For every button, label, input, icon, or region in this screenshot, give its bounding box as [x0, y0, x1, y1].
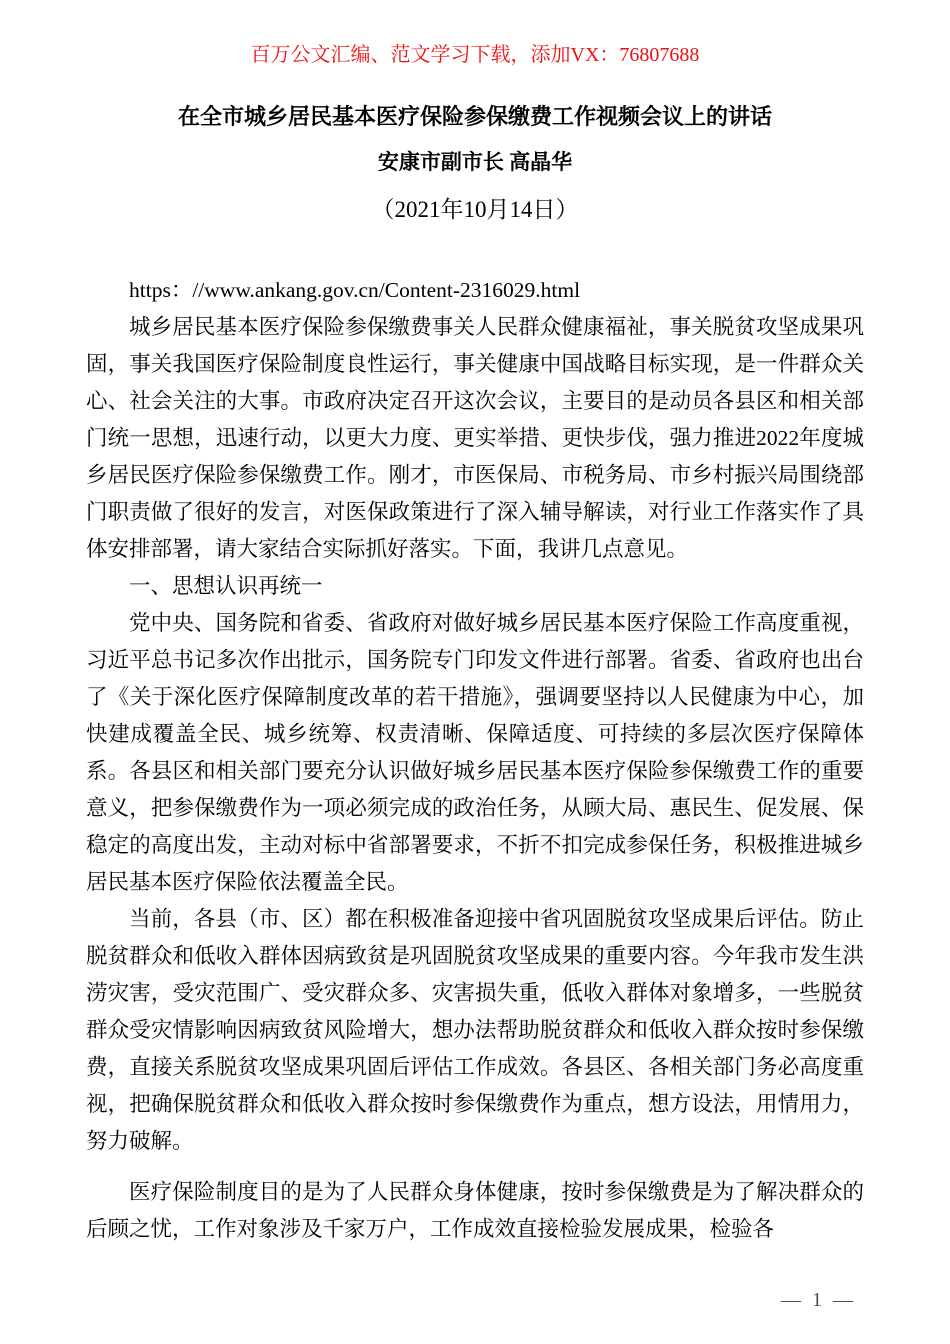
- paragraph-2: 党中央、国务院和省委、省政府对做好城乡居民基本医疗保险工作高度重视，习近平总书记多次作出批示，国务院专门印发文件进行部署。省委、省政府也出台了《关于深化医疗保障制度改革的若干措施》，强调要坚持以人民健康为中心，加快建成覆盖全民、城乡统筹、权责清晰、保障适度、可持续的多层次医疗保障体系。各县区和相关部门要充分认识做好城乡居民基本医疗保险参保缴费工作的重要意义，把参保缴费作为一项必须完成的政治任务，从顾大局、惠民生、促发展、保稳定的高度出发，主动对标中省部署要求，不折不扣完成参保任务，积极推进城乡居民基本医疗保险依法覆盖全民。: [86, 610, 864, 894]
- document-title: 在全市城乡居民基本医疗保险参保缴费工作视频会议上的讲话: [177, 104, 772, 129]
- page-number: — 1 —: [781, 1289, 856, 1311]
- promo-banner-text: 百万公文汇编、范文学习下载，添加VX：76807688: [250, 44, 700, 66]
- source-link[interactable]: https：//www.ankang.gov.cn/Content-2316029.html: [129, 277, 581, 302]
- paragraph-3: 当前，各县（市、区）都在积极准备迎接中省巩固脱贫攻坚成果后评估。防止脱贫群众和低收入群体因病致贫是巩固脱贫攻坚成果的重要内容。今年我市发生洪涝灾害，受灾范围广、受灾群众多、灾害损失重，低收入群体对象增多，一些脱贫群众受灾情影响因病致贫风险增大，想办法帮助脱贫群众和低收入群众按时参保缴费，直接关系脱贫攻坚成果巩固后评估工作成效。各县区、各相关部门务必高度重视，把确保脱贫群众和低收入群众按时参保缴费作为重点，想方设法，用情用力，努力破解。: [86, 906, 864, 1153]
- document-body: [86, 272, 864, 1248]
- paragraph-4: 医疗保险制度目的是为了人民群众身体健康，按时参保缴费是为了解决群众的后顾之忧，工作对象涉及千家万户，工作成效直接检验发展成果，检验各: [86, 1179, 864, 1241]
- document-date: （2021年10月14日）: [371, 196, 579, 222]
- paragraph-intro: 城乡居民基本医疗保险参保缴费事关人民群众健康福祉，事关脱贫攻坚成果巩固，事关我国医疗保险制度良性运行，事关健康中国战略目标实现，是一件群众关心、社会关注的大事。市政府决定召开这次会议，主要目的是动员各县区和相关部门统一思想，迅速行动，以更大力度、更实举措、更快步伐，强力推进2022年度城乡居民医疗保险参保缴费工作。刚才，市医保局、市税务局、市乡村振兴局围绕部门职责做了很好的发言，对医保政策进行了深入辅导解读，对行业工作落实作了具体安排部署，请大家结合实际抓好落实。下面，我讲几点意见。: [86, 314, 864, 561]
- document-author: 安康市副市长 高晶华: [377, 149, 573, 174]
- section-heading-1: 一、思想认识再统一: [129, 573, 323, 598]
